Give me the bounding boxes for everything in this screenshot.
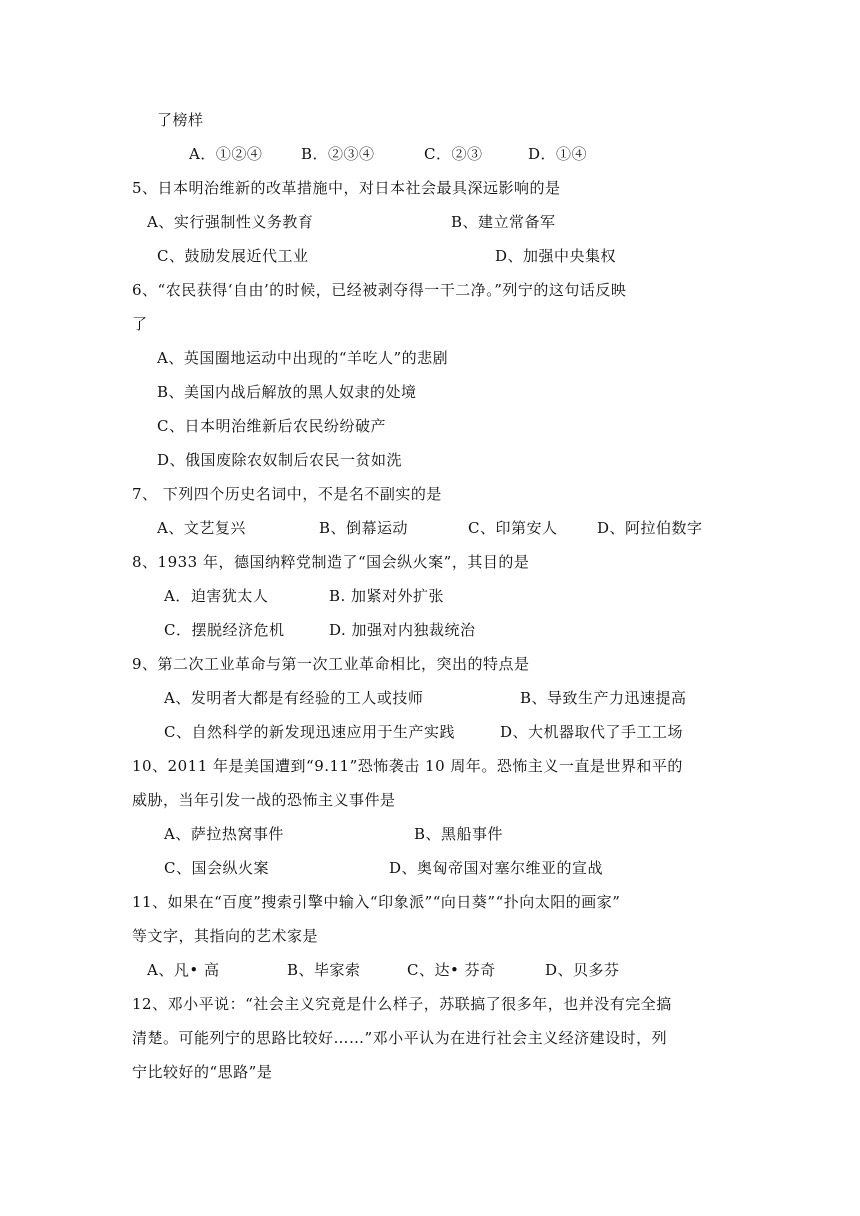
question-4-stem-continuation: 了榜样 [157,111,204,129]
question-6-option-d: D、俄国废除农奴制后农民一贫如洗 [157,451,403,469]
question-5-option-b: B、建立常备军 [451,213,556,231]
question-10-stem-line-1: 10、2011 年是美国遭到“9.11”恐怖袭击 10 周年。恐怖主义一直是世界和平的 [132,757,683,775]
question-8-option-b: B. 加紧对外扩张 [329,587,445,605]
question-11-option-d: D、贝多芬 [545,961,620,979]
question-10-option-b: B、黑船事件 [414,825,504,843]
question-7-option-d: D、阿拉伯数字 [597,519,703,537]
question-10-stem-line-2: 威胁，当年引发一战的恐怖主义事件是 [132,791,396,809]
question-10-option-d: D、奥匈帝国对塞尔维亚的宣战 [389,859,604,877]
question-8-option-c: C．摆脱经济危机 [164,621,285,639]
question-11-option-c: C、达• 芬奇 [407,961,496,979]
question-6-option-b: B、美国内战后解放的黑人奴隶的处境 [157,383,417,401]
question-8-option-d: D. 加强对内独裁统治 [329,621,476,639]
question-7-option-b: B、倒幕运动 [319,519,409,537]
question-7-option-a: A、文艺复兴 [157,519,246,537]
question-4-option-b: B．②③④ [301,145,375,163]
question-12-stem-line-3: 宁比较好的“思路”是 [132,1063,273,1081]
question-11-stem-line-1: 11、如果在“百度”搜索引擎中输入“印象派”“向日葵”“扑向太阳的画家” [132,893,621,911]
question-12-stem-line-1: 12、邓小平说：“社会主义究竟是什么样子，苏联搞了很多年，也并没有完全搞 [132,995,672,1013]
question-8-option-a: A．迫害犹太人 [164,587,269,605]
question-11-stem-line-2: 等文字，其指向的艺术家是 [132,927,319,945]
question-4-option-a: A．①②④ [189,145,263,163]
question-11-option-b: B、毕家索 [287,961,361,979]
question-9-option-c: C、自然科学的新发现迅速应用于生产实践 [164,723,455,741]
question-6-option-c: C、日本明治维新后农民纷纷破产 [157,417,386,435]
question-7-option-c: C、印第安人 [468,519,558,537]
question-5-option-d: D、加强中央集权 [495,247,617,265]
question-12-stem-line-2: 清楚。可能列宁的思路比较好……”邓小平认为在进行社会主义经济建设时，列 [132,1029,668,1047]
question-10-option-c: C、国会纵火案 [164,859,269,877]
question-6-stem-line-1: 6、“农民获得‘自由’的时候，已经被剥夺得一干二净。”列宁的这句话反映 [132,281,627,299]
question-9-option-d: D、大机器取代了手工工场 [500,723,684,741]
question-4-option-c: C．②③ [424,145,483,163]
question-9-option-a: A、发明者大都是有经验的工人或技师 [164,689,424,707]
question-7-stem: 7、 下列四个历史名词中，不是名不副实的是 [132,485,442,503]
question-9-option-b: B、导致生产力迅速提高 [520,689,687,707]
question-9-stem: 9、第二次工业革命与第一次工业革命相比，突出的特点是 [132,655,530,673]
question-8-stem: 8、1933 年，德国纳粹党制造了“国会纵火案”，其目的是 [132,553,530,571]
question-10-option-a: A、萨拉热窝事件 [164,825,284,843]
question-11-option-a: A、凡• 高 [147,961,220,979]
question-6-stem-line-2: 了 [132,315,148,333]
question-5-stem: 5、日本明治维新的改革措施中，对日本社会最具深远影响的是 [132,179,561,197]
question-5-option-c: C、鼓励发展近代工业 [157,247,309,265]
question-6-option-a: A、英国圈地运动中出现的“羊吃人”的悲剧 [157,349,449,367]
question-4-option-d: D．①④ [528,145,588,163]
question-5-option-a: A、实行强制性义务教育 [147,213,314,231]
